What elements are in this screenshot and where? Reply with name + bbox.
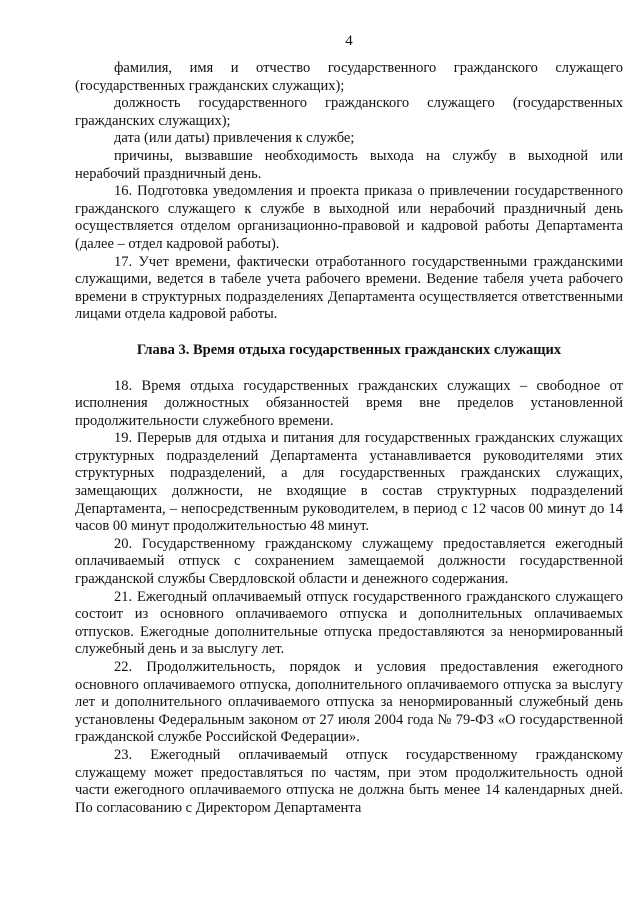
- paragraph: 21. Ежегодный оплачиваемый отпуск государственного гражданского служащего состоит из основного оплачиваемого отпуска и дополнительных оплачиваемых отпусков. Ежегодные дополнительные отпуска предоставляются за ненормированный служебный день и за выслугу лет.: [75, 588, 623, 658]
- paragraph: 20. Государственному гражданскому служащему предоставляется ежегодный оплачиваемый отпуск с сохранением замещаемой должности государственной гражданской службы Свердловской области и денежного содержания.: [75, 535, 623, 588]
- paragraph: 23. Ежегодный оплачиваемый отпуск государственному гражданскому служащему может предоставляться по частям, при этом продолжительность одной части ежегодного оплачиваемого отпуска не должна быть менее 14 календарных дней. По согласованию с Директором Департамента: [75, 746, 623, 816]
- paragraph: причины, вызвавшие необходимость выхода на службу в выходной или нерабочий праздничный день.: [75, 147, 623, 182]
- paragraph: 22. Продолжительность, порядок и условия предоставления ежегодного основного оплачиваемого отпуска, дополнительного оплачиваемого отпуска за выслугу лет и дополнительного оплачиваемого отпуска за ненормированный служебный день установлены Федеральным законом от 27 июля 2004 года № 79-ФЗ «О государственной гражданской службе Российской Федерации».: [75, 659, 623, 746]
- document-body: [75, 60, 623, 817]
- paragraph: фамилия, имя и отчество государственного гражданского служащего (государственных гражданских служащих);: [75, 60, 623, 94]
- spacer: [75, 324, 623, 342]
- paragraph: 18. Время отдыха государственных гражданских служащих – свободное от исполнения должностных обязанностей время вне пределов установленной продолжительности служебного времени.: [75, 377, 623, 429]
- paragraph: 16. Подготовка уведомления и проекта приказа о привлечении государственного гражданского служащего к службе в выходной или нерабочий праздничный день осуществляется отделом организационно-правовой и кадровой работы Департамента (далее – отдел кадровой работы).: [75, 183, 623, 252]
- paragraph: дата (или даты) привлечения к службе;: [114, 130, 355, 147]
- page-number: 4: [345, 33, 353, 49]
- paragraph: 19. Перерыв для отдыха и питания для государственных гражданских служащих структурных подразделений Департамента устанавливается руководителями этих структурных подразделений, а для государственных гражданских служащих, замещающих должности, не входящие в состав структурных подразделений Департамента, – непосредственным руководителем, в период с 12 часов 00 минут до 14 часов 00 минут продолжительностью 48 минут.: [75, 430, 623, 535]
- paragraph: должность государственного гражданского служащего (государственных гражданских служащих);: [75, 95, 623, 129]
- chapter-heading: Глава 3. Время отдыха государственных гражданских служащих: [136, 341, 562, 358]
- spacer: [75, 360, 623, 378]
- paragraph: 17. Учет времени, фактически отработанного государственными гражданскими служащими, ведется в табеле учета рабочего времени. Ведение табеля учета рабочего времени в структурных подразделениях Департамента осуществляется ответственными лицами отдела кадровой работы.: [75, 253, 623, 323]
